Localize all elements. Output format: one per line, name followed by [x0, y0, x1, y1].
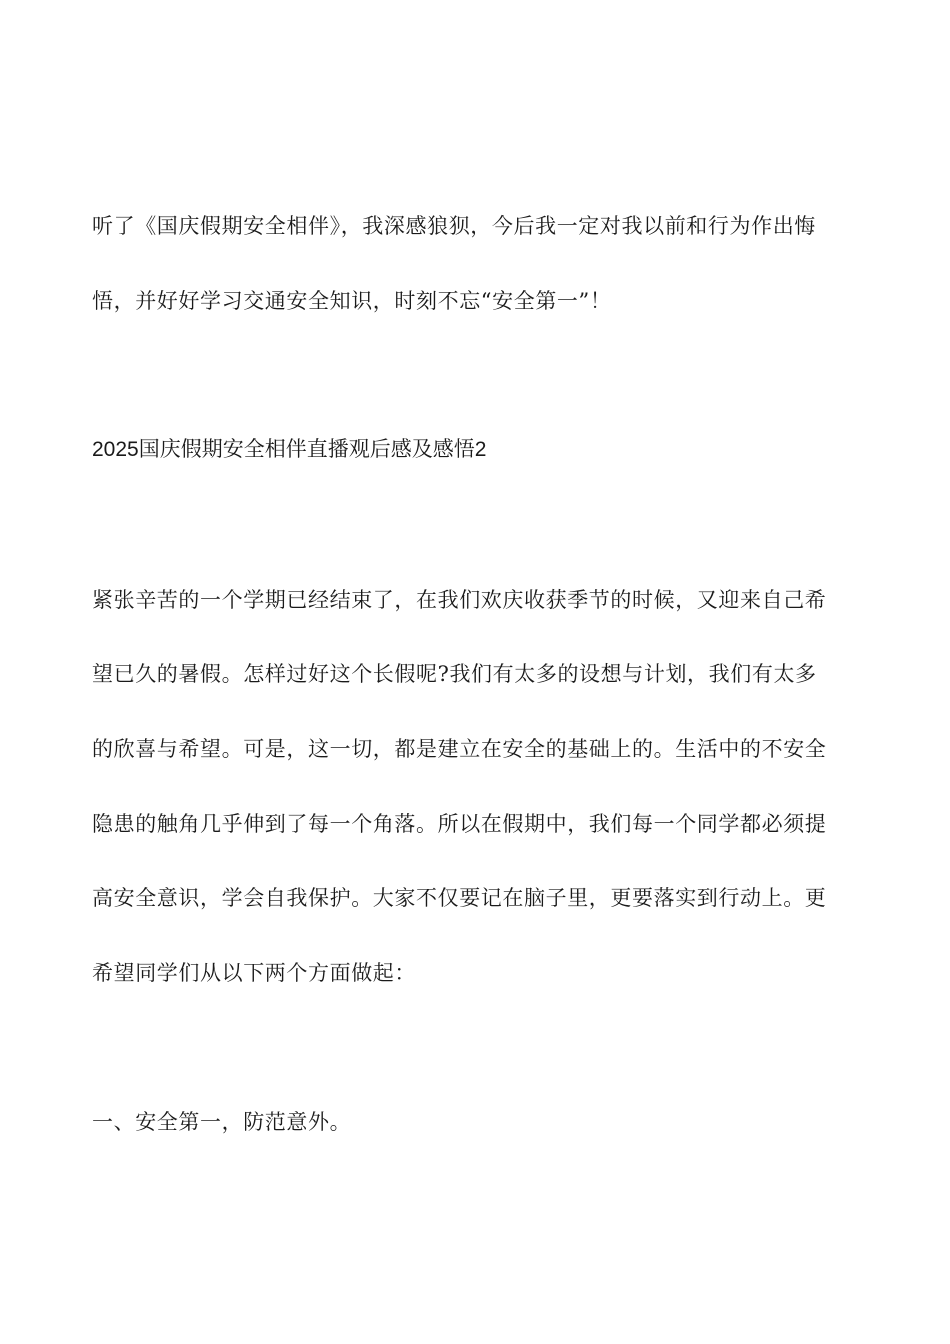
- paragraph-2-line-4: 隐患的触角几乎伸到了每一个角落。所以在假期中，我们每一个同学都必须提: [92, 812, 827, 836]
- section-title: 2025国庆假期安全相伴直播观后感及感悟2: [92, 438, 487, 461]
- paragraph-1-line-1: 听了《国庆假期安全相伴》，我深感狼狈，今后我一定对我以前和行为作出悔: [92, 214, 816, 238]
- point-1-heading: 一、安全第一，防范意外。: [92, 1110, 352, 1134]
- paragraph-2-line-3: 的欣喜与希望。可是，这一切，都是建立在安全的基础上的。生活中的不安全: [92, 737, 827, 761]
- paragraph-1-line-2: 悟，并好好学习交通安全知识，时刻不忘“安全第一”！: [92, 289, 612, 313]
- paragraph-2-line-5: 高安全意识，学会自我保护。大家不仅要记在脑子里，更要落实到行动上。更: [92, 886, 827, 910]
- paragraph-2-line-6: 希望同学们从以下两个方面做起：: [92, 961, 416, 985]
- paragraph-2-line-2: 望已久的暑假。怎样过好这个长假呢?我们有太多的设想与计划，我们有太多: [92, 662, 817, 686]
- paragraph-2-line-1: 紧张辛苦的一个学期已经结束了，在我们欢庆收获季节的时候，又迎来自己希: [92, 588, 827, 612]
